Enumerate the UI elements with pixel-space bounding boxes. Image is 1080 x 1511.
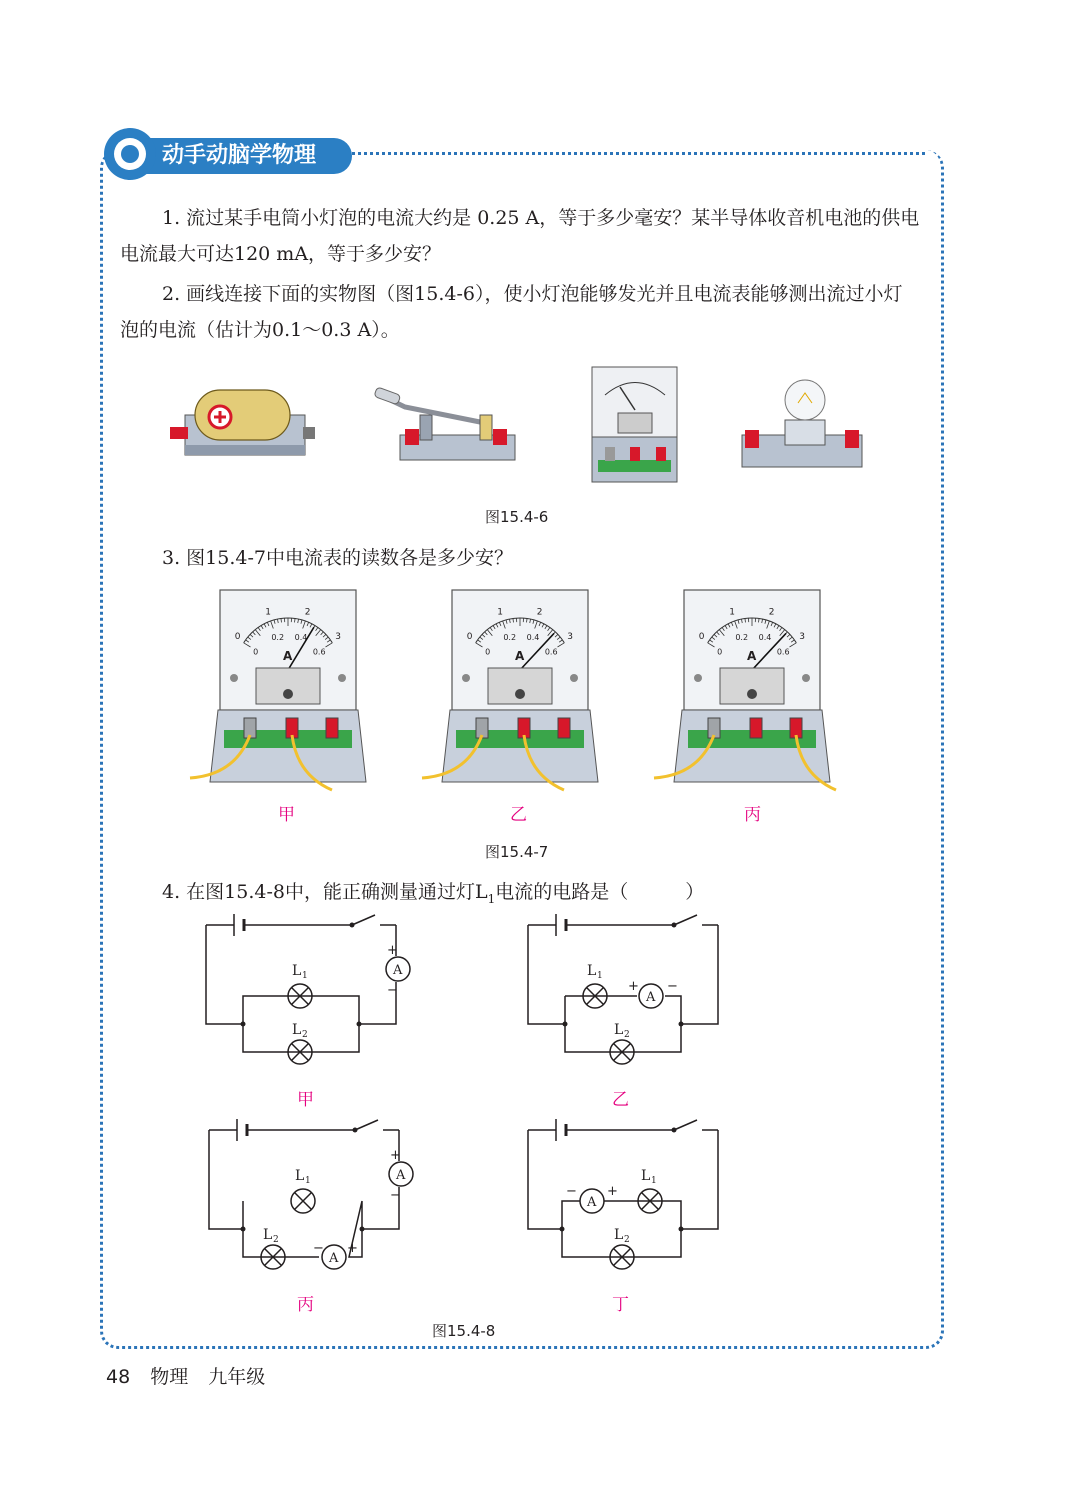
- meter-label-bing: 丙: [744, 805, 761, 825]
- meter-tick: [295, 618, 296, 622]
- meter-tick-label-top: 0: [234, 632, 241, 643]
- meter-tick-label-bottom: 0: [485, 647, 491, 657]
- ammeter-symbol: A: [393, 963, 403, 978]
- switch-apparatus: [375, 385, 520, 465]
- minus-sign: −: [390, 1188, 401, 1203]
- ammeter-apparatus: [590, 365, 680, 485]
- battery-apparatus: [165, 385, 325, 460]
- plus-sign: +: [390, 1148, 401, 1163]
- circuit-label-ding: 丁: [612, 1295, 629, 1315]
- meter-unit: A: [515, 649, 525, 663]
- meter-unit: A: [283, 649, 293, 663]
- meter-tick-label-bottom: 0.6: [312, 647, 326, 657]
- bulb-apparatus: [740, 375, 865, 470]
- section-frame-top: [340, 152, 925, 155]
- section-logo-icon: [104, 128, 156, 180]
- meter-tick-label-top: 3: [335, 632, 342, 643]
- question-3: 3. 图15.4-7中电流表的读数各是多少安？: [162, 547, 513, 569]
- lamp-label: L: [292, 963, 302, 979]
- wire: [528, 1130, 718, 1229]
- meter-zero-adjust-icon: [747, 689, 757, 699]
- meter-tick: [745, 618, 746, 622]
- meter-tick: [513, 618, 514, 622]
- meter-tick-label-top: 0: [698, 632, 705, 643]
- junction-dot: [679, 1022, 684, 1027]
- wire: [528, 925, 718, 1024]
- page-footer: [106, 1362, 279, 1389]
- meter-tick: [281, 618, 282, 622]
- meter-terminal: [326, 718, 338, 738]
- lamp-label: L: [614, 1227, 624, 1243]
- meter-terminal: [558, 718, 570, 738]
- footer-grade: 九年级: [208, 1366, 266, 1388]
- wire: [243, 1201, 362, 1257]
- meter-tick-label-top: 1: [497, 607, 504, 618]
- minus-sign: −: [313, 1241, 324, 1256]
- meter-screw-icon: [802, 674, 810, 682]
- circuit-label-jia: 甲: [297, 1090, 314, 1110]
- figure-7-caption: 图15.4-7: [485, 843, 549, 861]
- figure-8-caption: 图15.4-8: [432, 1322, 496, 1340]
- section-banner: [104, 128, 354, 180]
- junction-dot: [360, 1227, 365, 1232]
- junction-dot: [560, 1227, 565, 1232]
- meter-label-yi: 乙: [510, 805, 527, 825]
- meter-zero-adjust-icon: [515, 689, 525, 699]
- circuit-jia: [206, 914, 410, 1064]
- meter-screw-icon: [230, 674, 238, 682]
- meter-screw-icon: [694, 674, 702, 682]
- question-4-subscript: 1: [487, 891, 496, 906]
- question-4-L: L: [474, 881, 488, 903]
- lamp-label: L: [614, 1022, 624, 1038]
- question-4-suffix: 电流的电路是（ ）: [495, 881, 705, 903]
- figure-8-circuits: [200, 910, 740, 1290]
- footer-subject: 物理: [150, 1366, 189, 1388]
- switch-blade-icon: [352, 915, 375, 925]
- meter-tick-label-top: 1: [265, 607, 272, 618]
- lamp-label: L: [295, 1168, 305, 1184]
- lamp-label: L: [587, 963, 597, 979]
- lamp-label-subscript: 1: [302, 971, 308, 981]
- switch-blade-icon: [674, 1120, 697, 1130]
- circuit-label-yi: 乙: [612, 1090, 629, 1110]
- lamp-label-subscript: 2: [624, 1235, 630, 1245]
- minus-sign: −: [387, 983, 398, 998]
- ammeter-symbol: A: [396, 1168, 406, 1183]
- plus-sign: +: [628, 979, 639, 994]
- meter-tick-label-bottom: 0: [717, 647, 723, 657]
- ammeter-symbol: A: [329, 1251, 339, 1266]
- lamp-label: L: [292, 1022, 302, 1038]
- plus-sign: +: [387, 943, 398, 958]
- figure-7-meters: [190, 590, 850, 800]
- meter-tick-label-top: 2: [768, 607, 775, 618]
- junction-dot: [679, 1227, 684, 1232]
- meter-tick-label-top: 1: [729, 607, 736, 618]
- switch-blade-icon: [355, 1120, 378, 1130]
- circuit-bing: [209, 1119, 413, 1269]
- lamp-label-subscript: 1: [597, 971, 603, 981]
- meter-tick-label-bottom: 0.4: [758, 633, 772, 643]
- meter-tick-label-top: 0: [466, 632, 473, 643]
- meter-screw-icon: [570, 674, 578, 682]
- lamp-label: L: [263, 1227, 273, 1243]
- meter-terminal: [750, 718, 762, 738]
- junction-dot: [241, 1022, 246, 1027]
- meter-tick: [527, 618, 528, 622]
- lamp-label: L: [641, 1168, 651, 1184]
- meter-zero-adjust-icon: [283, 689, 293, 699]
- meter-tick-label-bottom: 0.6: [544, 647, 558, 657]
- lamp-label-subscript: 2: [273, 1235, 279, 1245]
- plus-sign: +: [607, 1184, 618, 1199]
- junction-dot: [241, 1227, 246, 1232]
- question-2: 2. 画线连接下面的实物图（图15.4-6），使小灯泡能够发光并且电流表能够测出流过小灯泡的电流（估计为0.1～0.3 A）。: [120, 283, 903, 341]
- plus-sign: +: [347, 1241, 358, 1256]
- meter-tick-label-bottom: 0.2: [503, 633, 517, 643]
- meter-tick-label-top: 3: [799, 632, 806, 643]
- ammeter: [190, 590, 366, 790]
- switch-blade-icon: [674, 915, 697, 925]
- lamp-label-subscript: 2: [624, 1030, 630, 1040]
- meter-tick-label-top: 3: [567, 632, 574, 643]
- meter-tick-label-bottom: 0: [253, 647, 259, 657]
- lamp-label-subscript: 1: [305, 1176, 311, 1186]
- ammeter-symbol: A: [646, 990, 656, 1005]
- meter-tick-label-bottom: 0.4: [294, 633, 308, 643]
- minus-sign: −: [667, 979, 678, 994]
- junction-dot: [357, 1022, 362, 1027]
- meter-tick-label-bottom: 0.2: [735, 633, 749, 643]
- question-4-text: 4. 在图15.4-8中，能正确测量通过灯: [162, 881, 475, 903]
- meter-tick-label-bottom: 0.2: [271, 633, 285, 643]
- ammeter-symbol: A: [587, 1195, 597, 1210]
- meter-tick-label-bottom: 0.4: [526, 633, 540, 643]
- figure-6-caption: 图15.4-6: [485, 508, 549, 526]
- meter-tick-label-top: 2: [304, 607, 311, 618]
- ammeter: [422, 590, 598, 790]
- circuit-ding: [528, 1119, 718, 1269]
- question-1: 1. 流过某手电筒小灯泡的电流大约是 0.25 A，等于多少毫安？某半导体收音机电池的供电电流最大可达120 mA，等于多少安？: [120, 207, 920, 265]
- meter-screw-icon: [462, 674, 470, 682]
- minus-sign: −: [566, 1184, 577, 1199]
- meter-tick-label-bottom: 0.6: [776, 647, 790, 657]
- meter-tick: [759, 618, 760, 622]
- meter-tick-label-top: 2: [536, 607, 543, 618]
- circuit-yi: [528, 914, 718, 1064]
- lamp-label-subscript: 1: [651, 1176, 657, 1186]
- page-number: 48: [106, 1366, 131, 1388]
- circuit-label-bing: 丙: [297, 1295, 314, 1315]
- meter-label-jia: 甲: [278, 805, 295, 825]
- lamp-label-subscript: 2: [302, 1030, 308, 1040]
- ammeter: [654, 590, 836, 790]
- meter-unit: A: [747, 649, 757, 663]
- section-title: 动手动脑学物理: [142, 138, 352, 174]
- junction-dot: [563, 1022, 568, 1027]
- meter-screw-icon: [338, 674, 346, 682]
